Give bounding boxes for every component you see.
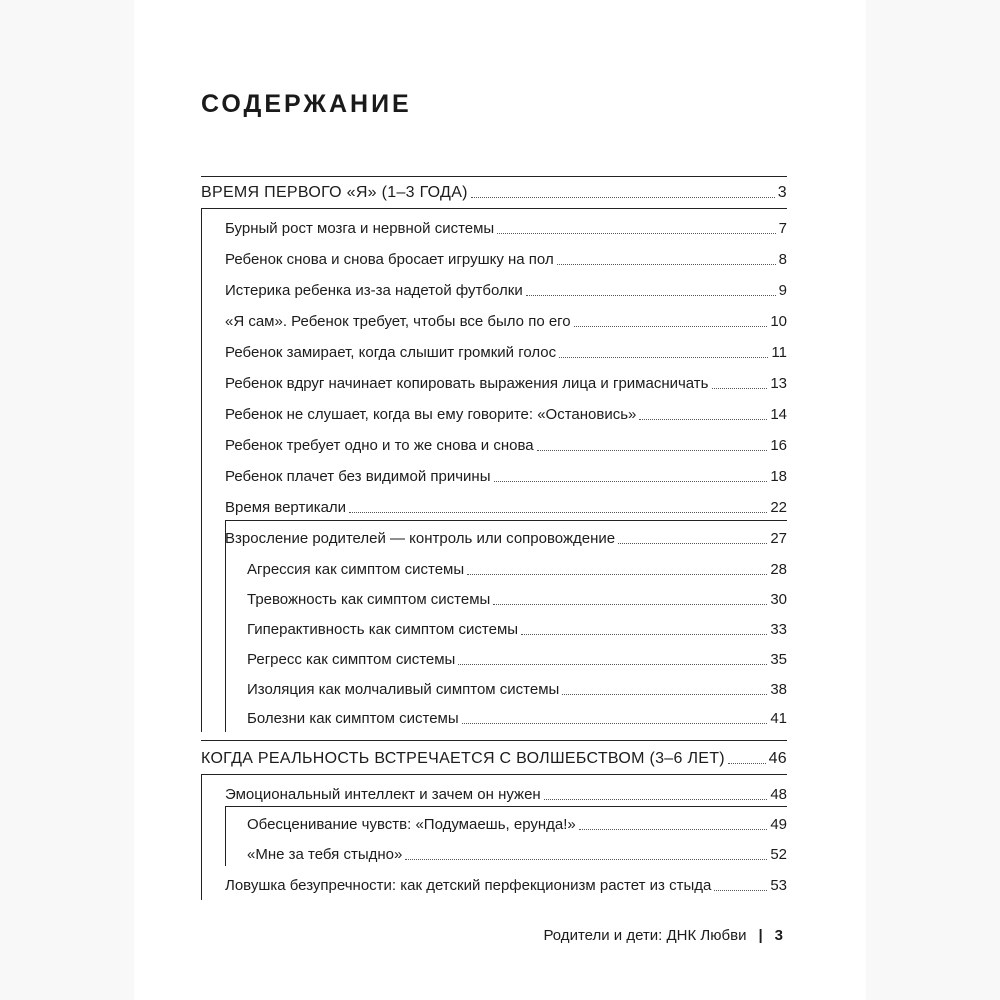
toc-title: Изоляция как молчаливый симптом системы	[247, 681, 560, 698]
running-footer	[543, 927, 783, 944]
dot-leader	[544, 799, 768, 800]
dot-leader	[579, 829, 768, 830]
dot-leader	[526, 295, 776, 296]
toc-subentry[interactable]	[247, 647, 787, 669]
toc-title: Ребенок плачет без видимой причины	[225, 468, 491, 485]
toc-entry[interactable]	[225, 495, 787, 517]
toc-page: 10	[770, 313, 787, 330]
dot-leader	[405, 859, 767, 860]
dot-leader	[574, 326, 768, 327]
toc-page: 53	[770, 877, 787, 894]
dot-leader	[458, 664, 767, 665]
level2-bar	[225, 520, 226, 732]
subsection-rule	[201, 774, 787, 775]
toc-title: Тревожность как симптом системы	[247, 591, 491, 608]
toc-title: Агрессия как симптом системы	[247, 561, 465, 578]
book-title: Родители и дети: ДНК Любви	[543, 927, 747, 944]
subsection-rule	[225, 806, 787, 807]
toc-title: Регресс как симптом системы	[247, 651, 456, 668]
page-title: СОДЕРЖАНИЕ	[201, 90, 412, 118]
toc-title: Ребенок требует одно и то же снова и снова	[225, 437, 534, 454]
dot-leader	[493, 604, 767, 605]
dot-leader	[537, 450, 768, 451]
toc-page: 11	[771, 344, 787, 361]
dot-leader	[494, 481, 768, 482]
toc-title: Истерика ребенка из-за надетой футболки	[225, 282, 523, 299]
toc-page: 9	[778, 282, 787, 299]
toc-page: 49	[770, 816, 787, 833]
toc-entry[interactable]	[225, 526, 787, 548]
toc-title: КОГДА РЕАЛЬНОСТЬ ВСТРЕЧАЕТСЯ С ВОЛШЕБСТВОМ (3–6 ЛЕТ)	[201, 750, 725, 767]
subsection-rule	[201, 208, 787, 209]
toc-page: 7	[778, 220, 787, 237]
toc-page: 41	[770, 710, 787, 727]
toc-page: 16	[770, 437, 787, 454]
toc-page: 22	[770, 499, 787, 516]
toc-page: 35	[770, 651, 787, 668]
toc-subentry[interactable]	[247, 677, 787, 699]
toc-page: 18	[770, 468, 787, 485]
toc-title: Взросление родителей — контроль или сопровождение	[225, 530, 616, 547]
toc-page: 13	[770, 375, 787, 392]
page-number: 3	[774, 927, 783, 944]
dot-leader	[497, 233, 775, 234]
toc-page: 8	[778, 251, 787, 268]
toc-page: 52	[770, 846, 787, 863]
dot-leader	[712, 388, 768, 389]
toc-page: 38	[770, 681, 787, 698]
level1-bar	[201, 774, 202, 900]
toc-title: «Мне за тебя стыдно»	[247, 846, 403, 863]
toc-subentry[interactable]	[247, 812, 787, 834]
toc-entry[interactable]	[225, 402, 787, 424]
dot-leader	[728, 763, 766, 764]
toc-subentry[interactable]	[247, 842, 787, 864]
level1-bar	[201, 208, 202, 732]
toc-section[interactable]	[201, 746, 787, 768]
level2-bar	[225, 806, 226, 866]
toc-page: 30	[770, 591, 787, 608]
dot-leader	[559, 357, 768, 358]
book-page	[134, 0, 866, 1000]
dot-leader	[562, 694, 767, 695]
toc-title: Гиперактивность как симптом системы	[247, 621, 519, 638]
dot-leader	[714, 890, 767, 891]
toc-entry[interactable]	[225, 278, 787, 300]
toc-subentry[interactable]	[247, 706, 787, 728]
toc-title: Бурный рост мозга и нервной системы	[225, 220, 495, 237]
dot-leader	[618, 543, 767, 544]
dot-leader	[462, 723, 768, 724]
toc-subentry[interactable]	[247, 617, 787, 639]
toc-page: 28	[770, 561, 787, 578]
section-rule	[201, 176, 787, 177]
toc-entry[interactable]	[225, 782, 787, 804]
toc-page: 14	[770, 406, 787, 423]
toc-title: Ловушка безупречности: как детский перфекционизм растет из стыда	[225, 877, 712, 894]
toc-title: Ребенок замирает, когда слышит громкий голос	[225, 344, 557, 361]
toc-subentry[interactable]	[247, 557, 787, 579]
toc-title: Обесценивание чувств: «Подумаешь, ерунда!»	[247, 816, 576, 833]
footer-separator: |	[758, 927, 763, 944]
toc-entry[interactable]	[225, 216, 787, 238]
toc-title: Эмоциональный интеллект и зачем он нужен	[225, 786, 541, 803]
toc-entry[interactable]	[225, 247, 787, 269]
toc-title: ВРЕМЯ ПЕРВОГО «Я» (1–3 ГОДА)	[201, 184, 468, 201]
toc-title: Ребенок снова и снова бросает игрушку на пол	[225, 251, 554, 268]
toc-title: Время вертикали	[225, 499, 347, 516]
toc-section[interactable]	[201, 180, 787, 202]
toc-title: Ребенок не слушает, когда вы ему говорите: «Остановись»	[225, 406, 637, 423]
toc-page: 3	[777, 184, 787, 201]
subsection-rule	[225, 520, 787, 521]
dot-leader	[471, 197, 775, 198]
dot-leader	[521, 634, 767, 635]
toc-page: 48	[770, 786, 787, 803]
toc-entry[interactable]	[225, 873, 787, 895]
dot-leader	[639, 419, 767, 420]
toc-entry[interactable]	[225, 340, 787, 362]
dot-leader	[467, 574, 767, 575]
dot-leader	[349, 512, 767, 513]
toc-entry[interactable]	[225, 433, 787, 455]
section-rule	[201, 740, 787, 741]
toc-title: «Я сам». Ребенок требует, чтобы все было по его	[225, 313, 571, 330]
toc-subentry[interactable]	[247, 587, 787, 609]
toc-page: 33	[770, 621, 787, 638]
toc-entry[interactable]	[225, 309, 787, 331]
toc-entry[interactable]	[225, 464, 787, 486]
toc-title: Ребенок вдруг начинает копировать выражения лица и гримасничать	[225, 375, 709, 392]
toc-title: Болезни как симптом системы	[247, 710, 459, 727]
toc-entry[interactable]	[225, 371, 787, 393]
toc-page: 27	[770, 530, 787, 547]
toc-page: 46	[768, 750, 787, 767]
dot-leader	[557, 264, 776, 265]
